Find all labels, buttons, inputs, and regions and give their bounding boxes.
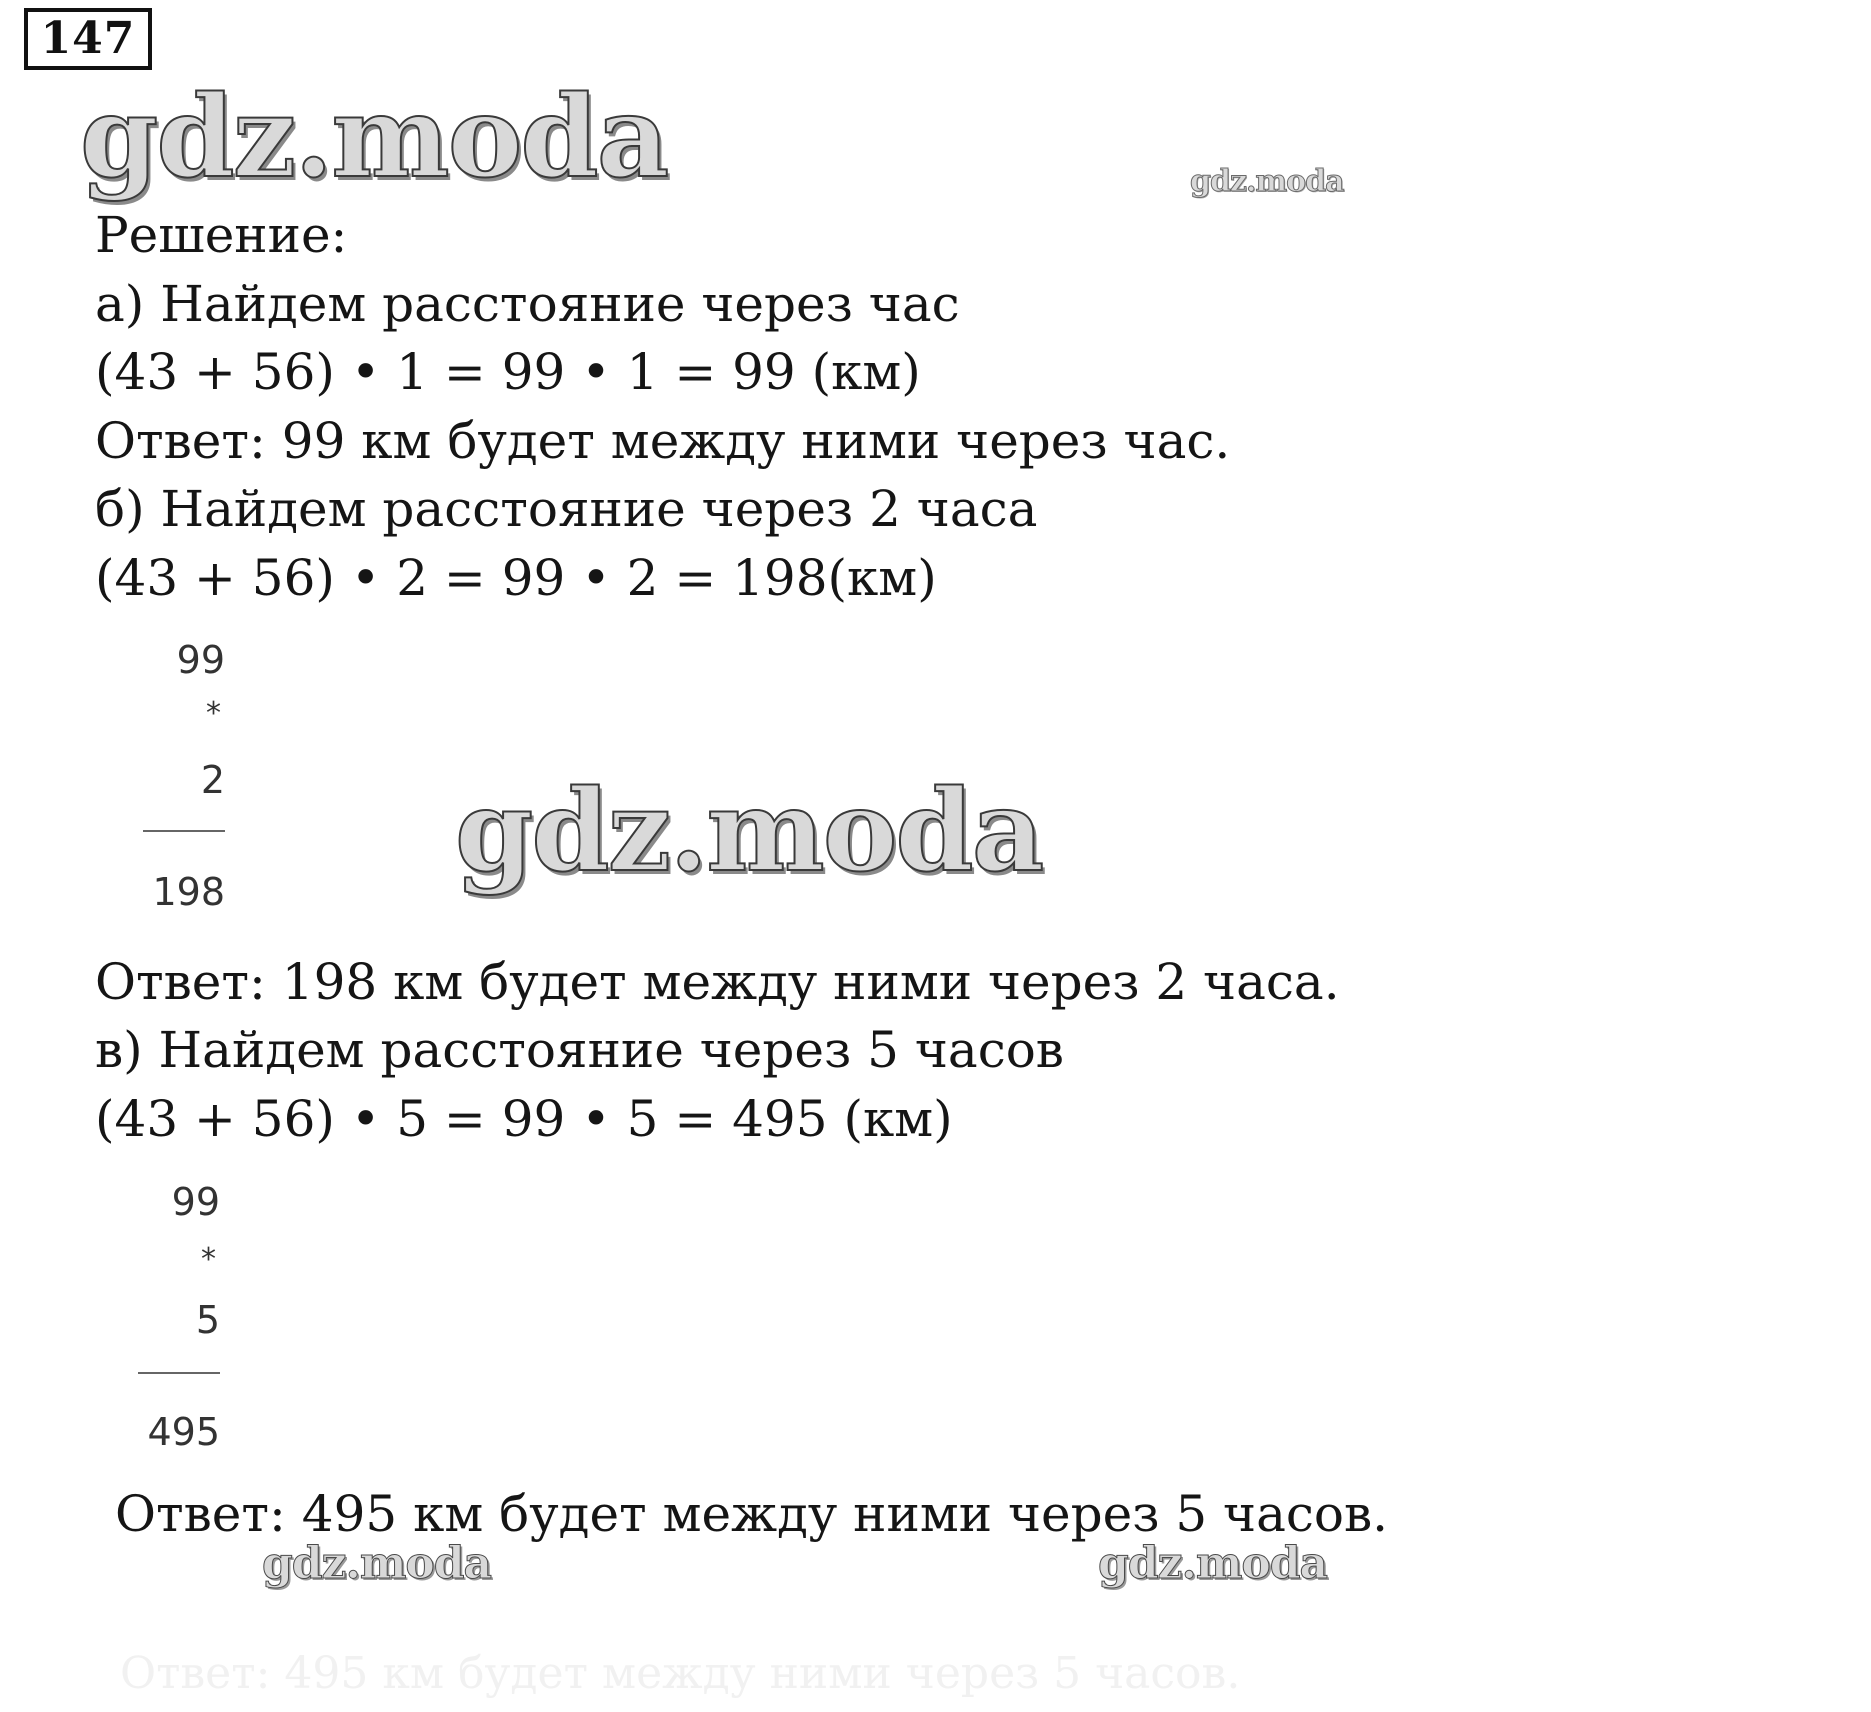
column-b-multiplier: 2 [200, 758, 225, 802]
column-b-result: 198 [152, 870, 225, 914]
part-c-answer: Ответ: 495 км будет между ними через 5 часов. [115, 1485, 1389, 1543]
part-a-expression: (43 + 56) • 1 = 99 • 1 = 99 (км) [95, 343, 921, 401]
part-a-title: а) Найдем расстояние через час [95, 275, 960, 333]
solution-heading: Решение: [95, 206, 348, 264]
column-c-multiplier: 5 [195, 1298, 220, 1342]
problem-number: 147 [24, 8, 152, 70]
watermark-logo-bottom-left: gdz.moda [262, 1538, 492, 1589]
watermark-logo-bottom-right: gdz.moda [1098, 1538, 1328, 1589]
column-multiplication-b [115, 630, 225, 930]
watermark-logo-small-right: gdz.moda [1190, 164, 1344, 199]
part-b-answer: Ответ: 198 км будет между ними через 2 часа. [95, 953, 1340, 1011]
column-multiplication-c [110, 1170, 220, 1470]
faded-ghost-text: Ответ: 495 км будет между ними через 5 часов. [120, 1648, 1241, 1699]
column-c-multiplicand: 99 [171, 1180, 220, 1224]
part-a-answer: Ответ: 99 км будет между ними через час. [95, 412, 1231, 470]
column-c-rule [138, 1372, 220, 1374]
column-b-operator: * [206, 696, 221, 731]
part-b-title: б) Найдем расстояние через 2 часа [95, 480, 1038, 538]
column-b-rule [143, 830, 225, 832]
column-c-result: 495 [147, 1410, 220, 1454]
watermark-logo-middle: gdz.moda [455, 766, 1043, 897]
watermark-logo-top: gdz.moda [80, 72, 668, 203]
column-b-multiplicand: 99 [176, 638, 225, 682]
part-c-expression: (43 + 56) • 5 = 99 • 5 = 495 (км) [95, 1090, 953, 1148]
column-c-operator: * [201, 1242, 216, 1277]
part-c-title: в) Найдем расстояние через 5 часов [95, 1021, 1064, 1079]
part-b-expression: (43 + 56) • 2 = 99 • 2 = 198(км) [95, 549, 937, 607]
